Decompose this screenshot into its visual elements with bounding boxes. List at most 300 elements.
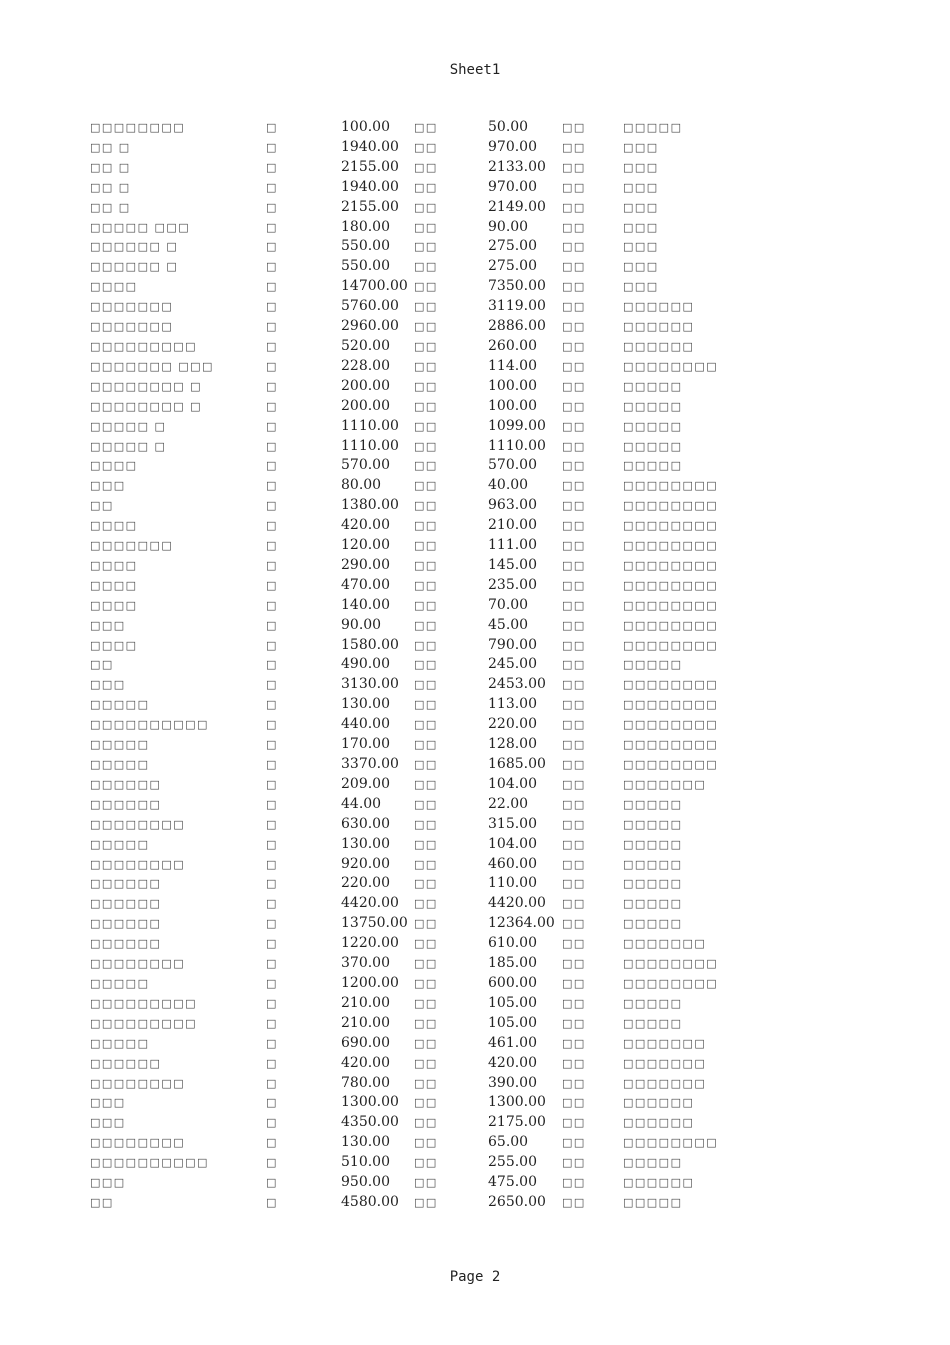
value-unit: □□ xyxy=(414,996,438,1010)
item-note: □□□ xyxy=(623,260,659,274)
item-note: □□□□□ xyxy=(623,917,683,931)
value-amount: 170.00 xyxy=(341,736,390,753)
item-mark: □ xyxy=(266,459,277,473)
item-name: □□□□□ □□□ xyxy=(90,220,191,234)
second-amount: 970.00 xyxy=(488,178,537,195)
value-amount: 630.00 xyxy=(341,815,390,832)
second-amount: 3119.00 xyxy=(488,298,546,315)
second-unit: □□ xyxy=(562,618,586,632)
table-row xyxy=(0,536,950,556)
second-unit: □□ xyxy=(562,300,586,314)
value-unit: □□ xyxy=(414,1056,438,1070)
value-amount: 550.00 xyxy=(341,238,390,255)
item-mark: □ xyxy=(266,598,277,612)
item-name: □□□ xyxy=(90,1096,126,1110)
item-name: □□□□□□□□□□ xyxy=(90,1156,209,1170)
item-note: □□□ xyxy=(623,180,659,194)
item-mark: □ xyxy=(266,519,277,533)
value-amount: 130.00 xyxy=(341,696,390,713)
item-note: □□□□□ xyxy=(623,897,683,911)
item-note: □□□□□□ xyxy=(623,1176,695,1190)
table-row xyxy=(0,715,950,735)
value-amount: 3130.00 xyxy=(341,676,399,693)
table-row xyxy=(0,974,950,994)
value-amount: 440.00 xyxy=(341,716,390,733)
second-unit: □□ xyxy=(562,320,586,334)
item-note: □□□□□ xyxy=(623,1016,683,1030)
item-mark: □ xyxy=(266,996,277,1010)
second-amount: 600.00 xyxy=(488,974,537,991)
second-amount: 390.00 xyxy=(488,1074,537,1091)
table-row xyxy=(0,795,950,815)
value-unit: □□ xyxy=(414,160,438,174)
value-unit: □□ xyxy=(414,1156,438,1170)
table-row xyxy=(0,237,950,257)
item-note: □□□□□□ xyxy=(623,339,695,353)
table-row xyxy=(0,277,950,297)
value-amount: 370.00 xyxy=(341,955,390,972)
item-note: □□□□□□□□ xyxy=(623,519,719,533)
second-unit: □□ xyxy=(562,678,586,692)
value-amount: 4350.00 xyxy=(341,1114,399,1131)
item-name: □□□□□□ □ xyxy=(90,260,179,274)
table-row xyxy=(0,516,950,536)
table-row xyxy=(0,317,950,337)
item-mark: □ xyxy=(266,638,277,652)
table-row xyxy=(0,1054,950,1074)
item-note: □□□□□ xyxy=(623,996,683,1010)
table-row xyxy=(0,1133,950,1153)
item-name: □□□□□□□ □□□ xyxy=(90,359,214,373)
item-note: □□□□□□□□ xyxy=(623,558,719,572)
second-unit: □□ xyxy=(562,499,586,513)
second-unit: □□ xyxy=(562,200,586,214)
table-row xyxy=(0,118,950,138)
item-note: □□□□□□ xyxy=(623,320,695,334)
table-row xyxy=(0,456,950,476)
item-name: □□□□□ xyxy=(90,758,150,771)
item-mark: □ xyxy=(266,140,277,154)
item-name: □□ xyxy=(90,1195,114,1209)
item-note: □□□□□□□□ xyxy=(623,598,719,612)
second-unit: □□ xyxy=(562,598,586,612)
second-unit: □□ xyxy=(562,180,586,194)
second-amount: 420.00 xyxy=(488,1054,537,1071)
second-amount: 185.00 xyxy=(488,955,537,972)
second-amount: 7350.00 xyxy=(488,278,546,295)
value-amount: 1380.00 xyxy=(341,497,399,514)
table-row xyxy=(0,695,950,715)
second-unit: □□ xyxy=(562,519,586,533)
second-unit: □□ xyxy=(562,897,586,911)
item-name: □□□□□□□□ xyxy=(90,1076,186,1090)
value-unit: □□ xyxy=(414,339,438,353)
item-mark: □ xyxy=(266,439,277,453)
second-unit: □□ xyxy=(562,1136,586,1150)
value-amount: 130.00 xyxy=(341,1134,390,1151)
value-unit: □□ xyxy=(414,499,438,513)
item-note: □□□□□ xyxy=(623,877,683,891)
table-row xyxy=(0,496,950,516)
value-unit: □□ xyxy=(414,578,438,592)
value-amount: 180.00 xyxy=(341,218,390,235)
second-unit: □□ xyxy=(562,718,586,732)
item-mark: □ xyxy=(266,758,277,771)
item-name: □□□□□□ □ xyxy=(90,240,179,254)
item-name: □□□□ xyxy=(90,519,138,533)
item-name: □□ □ xyxy=(90,140,131,154)
item-name: □□□□ xyxy=(90,558,138,572)
value-unit: □□ xyxy=(414,1016,438,1030)
value-unit: □□ xyxy=(414,837,438,851)
item-name: □□□□□ xyxy=(90,698,150,712)
second-unit: □□ xyxy=(562,817,586,831)
value-unit: □□ xyxy=(414,698,438,712)
second-unit: □□ xyxy=(562,837,586,851)
table-row xyxy=(0,417,950,437)
item-note: □□□□□ xyxy=(623,379,683,393)
value-amount: 1300.00 xyxy=(341,1094,399,1111)
value-amount: 2155.00 xyxy=(341,198,399,215)
item-mark: □ xyxy=(266,618,277,632)
item-mark: □ xyxy=(266,937,277,951)
second-amount: 475.00 xyxy=(488,1174,537,1191)
value-unit: □□ xyxy=(414,598,438,612)
value-amount: 1220.00 xyxy=(341,935,399,952)
value-amount: 1110.00 xyxy=(341,437,399,454)
value-unit: □□ xyxy=(414,937,438,951)
item-name: □□□ xyxy=(90,479,126,493)
value-amount: 2155.00 xyxy=(341,158,399,175)
table-row xyxy=(0,616,950,636)
value-amount: 210.00 xyxy=(341,1014,390,1031)
second-unit: □□ xyxy=(562,738,586,752)
item-mark: □ xyxy=(266,678,277,692)
second-amount: 128.00 xyxy=(488,736,537,753)
item-mark: □ xyxy=(266,738,277,752)
item-note: □□□□□□□ xyxy=(623,1036,707,1050)
value-unit: □□ xyxy=(414,678,438,692)
second-amount: 50.00 xyxy=(488,119,529,135)
item-mark: □ xyxy=(266,220,277,234)
second-unit: □□ xyxy=(562,758,586,771)
second-unit: □□ xyxy=(562,479,586,493)
value-amount: 470.00 xyxy=(341,576,390,593)
item-mark: □ xyxy=(266,300,277,314)
second-unit: □□ xyxy=(562,1016,586,1030)
value-unit: □□ xyxy=(414,897,438,911)
table-row xyxy=(0,735,950,755)
value-amount: 90.00 xyxy=(341,616,382,633)
second-amount: 1099.00 xyxy=(488,417,546,434)
second-amount: 4420.00 xyxy=(488,895,546,912)
value-unit: □□ xyxy=(414,280,438,294)
table-row xyxy=(0,1014,950,1034)
table-row xyxy=(0,576,950,596)
second-amount: 275.00 xyxy=(488,258,537,275)
item-name: □□□□□□ xyxy=(90,1056,162,1070)
item-mark: □ xyxy=(266,1176,277,1190)
second-amount: 1300.00 xyxy=(488,1094,546,1111)
item-mark: □ xyxy=(266,1056,277,1070)
item-name: □□□□□ xyxy=(90,837,150,851)
value-unit: □□ xyxy=(414,777,438,791)
item-note: □□□□□ xyxy=(623,121,683,134)
item-name: □□□□□□ xyxy=(90,937,162,951)
item-note: □□□□□□□□ xyxy=(623,499,719,513)
second-unit: □□ xyxy=(562,220,586,234)
item-note: □□□□□□□ xyxy=(623,1076,707,1090)
table-row xyxy=(0,855,950,875)
value-unit: □□ xyxy=(414,300,438,314)
value-unit: □□ xyxy=(414,558,438,572)
item-name: □□□□ xyxy=(90,638,138,652)
second-unit: □□ xyxy=(562,917,586,931)
item-note: □□□ xyxy=(623,160,659,174)
value-amount: 3370.00 xyxy=(341,756,399,772)
item-name: □□ □ xyxy=(90,200,131,214)
value-unit: □□ xyxy=(414,638,438,652)
item-name: □□□ xyxy=(90,1116,126,1130)
second-amount: 963.00 xyxy=(488,497,537,514)
item-note: □□□□□ xyxy=(623,459,683,473)
second-unit: □□ xyxy=(562,121,586,134)
item-note: □□□□□□□□ xyxy=(623,578,719,592)
second-amount: 145.00 xyxy=(488,556,537,573)
table-row xyxy=(0,556,950,576)
value-amount: 120.00 xyxy=(341,537,390,554)
item-name: □□□□□ □ xyxy=(90,419,167,433)
item-mark: □ xyxy=(266,578,277,592)
item-note: □□□ xyxy=(623,240,659,254)
second-unit: □□ xyxy=(562,399,586,413)
item-note: □□□□□□□□ xyxy=(623,618,719,632)
item-mark: □ xyxy=(266,200,277,214)
item-note: □□□□□ xyxy=(623,857,683,871)
item-name: □□□ xyxy=(90,678,126,692)
item-note: □□□□□ xyxy=(623,439,683,453)
second-amount: 113.00 xyxy=(488,696,537,713)
second-amount: 22.00 xyxy=(488,795,529,812)
value-unit: □□ xyxy=(414,1136,438,1150)
table-row xyxy=(0,377,950,397)
item-note: □□□□□ xyxy=(623,399,683,413)
second-amount: 114.00 xyxy=(488,357,537,374)
item-name: □□□□□ □ xyxy=(90,439,167,453)
value-amount: 1940.00 xyxy=(341,178,399,195)
value-unit: □□ xyxy=(414,1096,438,1110)
value-amount: 510.00 xyxy=(341,1154,390,1171)
item-name: □□ □ xyxy=(90,180,131,194)
value-amount: 4580.00 xyxy=(341,1193,399,1210)
table-row xyxy=(0,596,950,616)
item-name: □□□□□□ xyxy=(90,797,162,811)
value-unit: □□ xyxy=(414,1176,438,1190)
item-mark: □ xyxy=(266,1136,277,1150)
second-unit: □□ xyxy=(562,539,586,553)
table-row xyxy=(0,437,950,457)
item-note: □□□□□□□□ xyxy=(623,718,719,732)
second-amount: 90.00 xyxy=(488,218,529,235)
item-name: □□□ xyxy=(90,1176,126,1190)
value-amount: 80.00 xyxy=(341,477,382,494)
second-unit: □□ xyxy=(562,957,586,971)
item-mark: □ xyxy=(266,320,277,334)
table-row xyxy=(0,1034,950,1054)
value-amount: 490.00 xyxy=(341,656,390,673)
second-amount: 460.00 xyxy=(488,855,537,872)
value-amount: 550.00 xyxy=(341,258,390,275)
value-amount: 920.00 xyxy=(341,855,390,872)
item-note: □□□□□□ xyxy=(623,1096,695,1110)
table-row xyxy=(0,914,950,934)
second-unit: □□ xyxy=(562,379,586,393)
item-mark: □ xyxy=(266,260,277,274)
table-row xyxy=(0,297,950,317)
second-unit: □□ xyxy=(562,877,586,891)
item-name: □□□□□□□□ □ xyxy=(90,379,203,393)
second-amount: 105.00 xyxy=(488,994,537,1011)
table-row xyxy=(0,954,950,974)
table-row xyxy=(0,755,950,775)
second-unit: □□ xyxy=(562,777,586,791)
second-unit: □□ xyxy=(562,638,586,652)
item-name: □□□□□□□□ xyxy=(90,817,186,831)
second-unit: □□ xyxy=(562,260,586,274)
value-amount: 5760.00 xyxy=(341,298,399,315)
second-unit: □□ xyxy=(562,1176,586,1190)
value-unit: □□ xyxy=(414,200,438,214)
item-note: □□□□□□□□ xyxy=(623,359,719,373)
item-note: □□□□□ xyxy=(623,658,683,672)
item-name: □□□□ xyxy=(90,459,138,473)
item-name: □□□□□□□□ xyxy=(90,857,186,871)
item-note: □□□□□□□□ xyxy=(623,539,719,553)
item-note: □□□□□□□ xyxy=(623,937,707,951)
second-unit: □□ xyxy=(562,1036,586,1050)
second-unit: □□ xyxy=(562,797,586,811)
table-row xyxy=(0,874,950,894)
item-mark: □ xyxy=(266,160,277,174)
second-amount: 2149.00 xyxy=(488,198,546,215)
table-row xyxy=(0,198,950,218)
item-mark: □ xyxy=(266,539,277,553)
value-amount: 14700.00 xyxy=(341,278,408,295)
value-unit: □□ xyxy=(414,379,438,393)
item-mark: □ xyxy=(266,339,277,353)
value-unit: □□ xyxy=(414,240,438,254)
second-unit: □□ xyxy=(562,459,586,473)
sheet-title: Sheet1 xyxy=(449,62,501,78)
second-amount: 2886.00 xyxy=(488,318,546,335)
value-unit: □□ xyxy=(414,738,438,752)
value-unit: □□ xyxy=(414,957,438,971)
item-mark: □ xyxy=(266,1076,277,1090)
item-name: □□□□□□□ xyxy=(90,539,174,553)
item-mark: □ xyxy=(266,718,277,732)
item-mark: □ xyxy=(266,877,277,891)
second-amount: 1685.00 xyxy=(488,756,546,772)
value-unit: □□ xyxy=(414,359,438,373)
value-amount: 1110.00 xyxy=(341,417,399,434)
item-mark: □ xyxy=(266,797,277,811)
item-mark: □ xyxy=(266,957,277,971)
item-note: □□□□□ xyxy=(623,817,683,831)
second-amount: 570.00 xyxy=(488,457,537,474)
value-amount: 4420.00 xyxy=(341,895,399,912)
second-amount: 2453.00 xyxy=(488,676,546,693)
item-mark: □ xyxy=(266,558,277,572)
table-row xyxy=(0,1074,950,1094)
second-unit: □□ xyxy=(562,280,586,294)
value-amount: 210.00 xyxy=(341,994,390,1011)
item-note: □□□□□□□ xyxy=(623,1056,707,1070)
second-amount: 12364.00 xyxy=(488,915,555,932)
second-amount: 65.00 xyxy=(488,1134,529,1151)
second-amount: 245.00 xyxy=(488,656,537,673)
item-name: □□□□ xyxy=(90,598,138,612)
item-mark: □ xyxy=(266,1096,277,1110)
item-note: □□□ xyxy=(623,280,659,294)
value-unit: □□ xyxy=(414,479,438,493)
item-mark: □ xyxy=(266,379,277,393)
second-unit: □□ xyxy=(562,419,586,433)
item-mark: □ xyxy=(266,240,277,254)
second-unit: □□ xyxy=(562,359,586,373)
item-note: □□□□□□□□ xyxy=(623,738,719,752)
value-amount: 200.00 xyxy=(341,377,390,394)
second-amount: 260.00 xyxy=(488,337,537,354)
second-unit: □□ xyxy=(562,996,586,1010)
table-row xyxy=(0,894,950,914)
item-note: □□□□□ xyxy=(623,837,683,851)
value-unit: □□ xyxy=(414,320,438,334)
value-unit: □□ xyxy=(414,539,438,553)
item-note: □□□ xyxy=(623,220,659,234)
value-amount: 1940.00 xyxy=(341,138,399,155)
second-unit: □□ xyxy=(562,1056,586,1070)
item-note: □□□□□□□□ xyxy=(623,976,719,990)
value-unit: □□ xyxy=(414,519,438,533)
value-amount: 780.00 xyxy=(341,1074,390,1091)
value-unit: □□ xyxy=(414,877,438,891)
value-amount: 2960.00 xyxy=(341,318,399,335)
table-row xyxy=(0,1173,950,1193)
item-mark: □ xyxy=(266,1036,277,1050)
value-unit: □□ xyxy=(414,260,438,274)
value-amount: 420.00 xyxy=(341,1054,390,1071)
value-unit: □□ xyxy=(414,399,438,413)
value-unit: □□ xyxy=(414,121,438,134)
second-amount: 790.00 xyxy=(488,636,537,653)
item-note: □□□ xyxy=(623,140,659,154)
table-row xyxy=(0,337,950,357)
second-amount: 111.00 xyxy=(488,537,537,554)
item-note: □□□□□□□□ xyxy=(623,678,719,692)
second-amount: 2650.00 xyxy=(488,1193,546,1210)
item-note: □□□□□ xyxy=(623,1195,683,1209)
item-mark: □ xyxy=(266,777,277,791)
value-amount: 690.00 xyxy=(341,1034,390,1051)
item-mark: □ xyxy=(266,180,277,194)
item-note: □□□□□□□□ xyxy=(623,758,719,771)
second-unit: □□ xyxy=(562,1076,586,1090)
second-amount: 70.00 xyxy=(488,596,529,613)
value-amount: 13750.00 xyxy=(341,915,408,932)
table-row xyxy=(0,257,950,277)
value-unit: □□ xyxy=(414,220,438,234)
value-amount: 44.00 xyxy=(341,795,382,812)
